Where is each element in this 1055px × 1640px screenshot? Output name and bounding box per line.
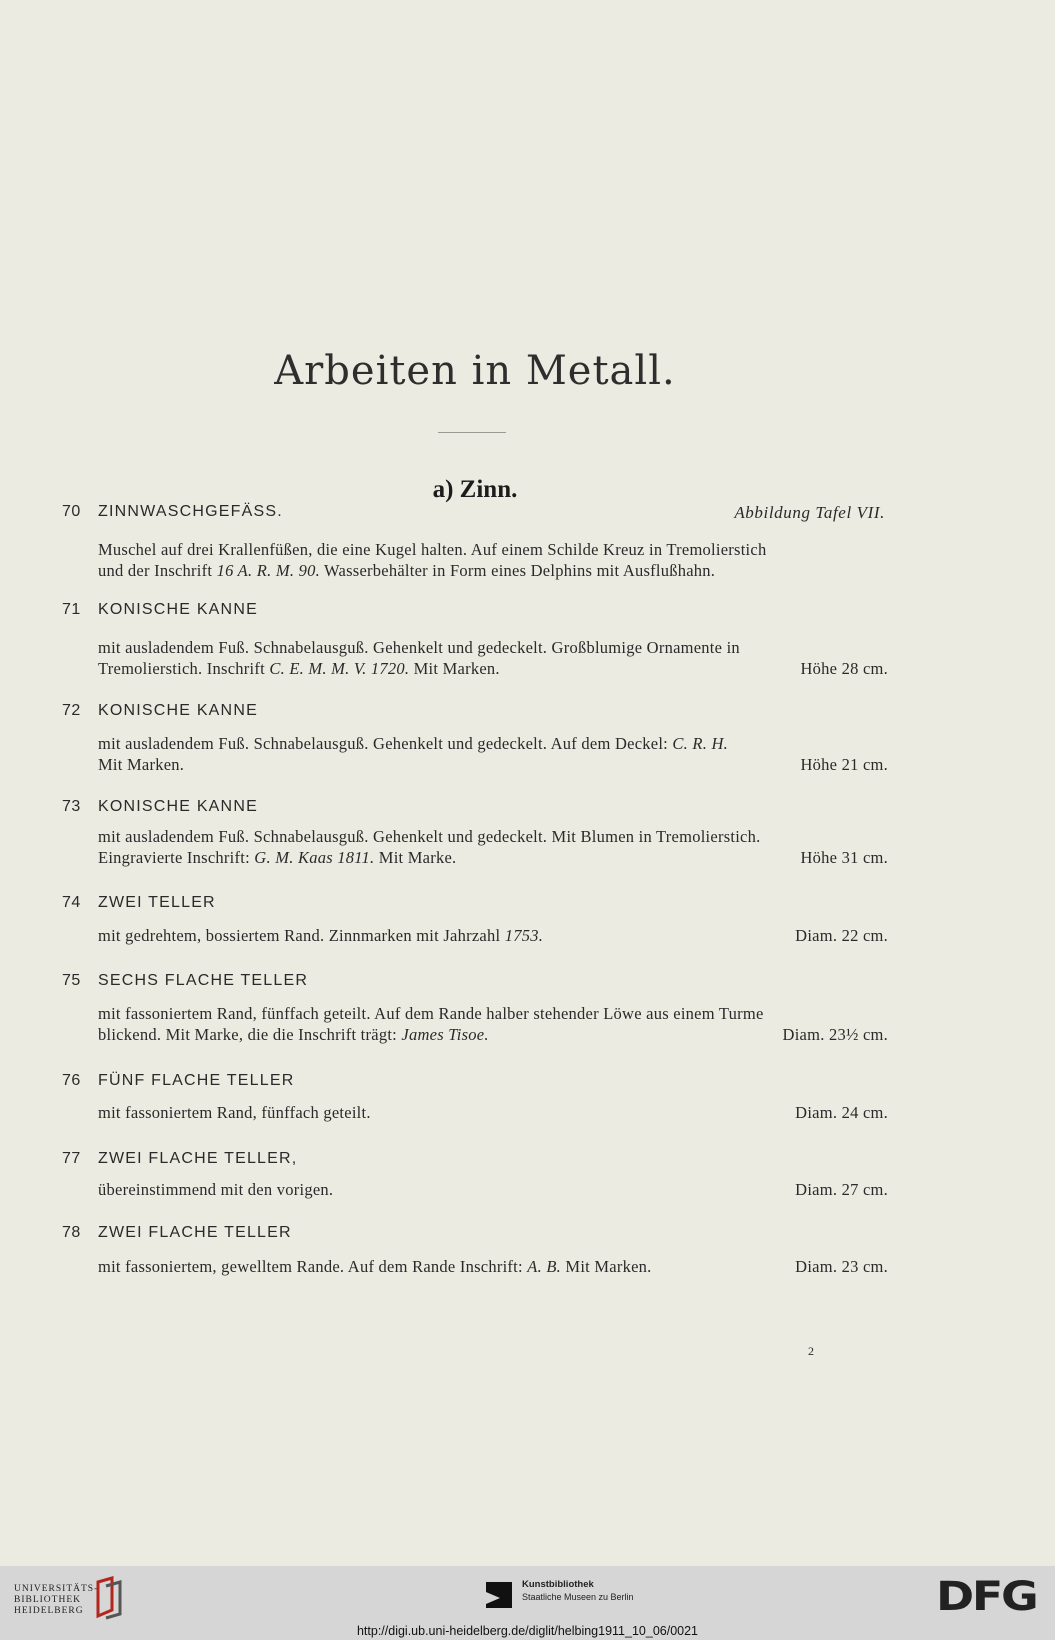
- entry-description: [98, 1003, 888, 1045]
- measurement: Diam. 23 cm.: [795, 1257, 888, 1276]
- entry-description: [98, 1179, 888, 1200]
- description-text: Wasserbehälter in Form eines Delphins mit Ausflußhahn.: [319, 561, 716, 580]
- entry-number: 76: [62, 1072, 81, 1089]
- description-text: mit gedrehtem, bossiertem Rand. Zinnmarken mit Jahrzahl: [98, 926, 505, 945]
- footer-bar: [0, 1566, 1055, 1640]
- page-title: Arbeiten in Metall.: [274, 348, 676, 394]
- measurement: Diam. 23½ cm.: [782, 1025, 888, 1044]
- entry-heading: KONISCHE KANNE: [98, 798, 258, 815]
- description-text: und der Inschrift: [98, 561, 217, 580]
- entry-heading: SECHS FLACHE TELLER: [98, 972, 309, 989]
- entry-heading: ZWEI FLACHE TELLER: [98, 1224, 292, 1241]
- description-text: mit ausladendem Fuß. Schnabelausguß. Gehenkelt und gedeckelt. Großblumige Ornamente in: [98, 638, 740, 657]
- description-line: [98, 826, 888, 847]
- description-text: Eingravierte Inschrift:: [98, 848, 255, 867]
- description-text: Mit Marken.: [561, 1257, 652, 1276]
- entry-description: [98, 733, 888, 775]
- source-url-link[interactable]: http://digi.ub.uni-heidelberg.de/diglit/helbing1911_10_06/0021: [356, 1624, 698, 1638]
- entry-number: 78: [62, 1224, 81, 1241]
- entry-description: [98, 826, 888, 868]
- kunstbibliothek-logo-icon: [482, 1578, 516, 1612]
- inscription-text: G. M. Kaas 1811.: [254, 848, 375, 867]
- section-heading: a) Zinn.: [432, 476, 518, 503]
- description-text: blickend. Mit Marke, die die Inschrift trägt:: [98, 1025, 402, 1044]
- entry-number: 75: [62, 972, 81, 989]
- description-line: [98, 1256, 888, 1277]
- entry-number: 74: [62, 894, 81, 911]
- description-text: Muschel auf drei Krallenfüßen, die eine Kugel halten. Auf einem Schilde Kreuz in Tremolierstich: [98, 540, 767, 559]
- entry-description: [98, 1102, 888, 1123]
- description-text: mit fassoniertem, gewelltem Rande. Auf dem Rande Inschrift:: [98, 1257, 528, 1276]
- entry-description: [98, 925, 888, 946]
- description-line: [98, 1102, 888, 1123]
- description-line: [98, 658, 888, 679]
- measurement: Diam. 24 cm.: [795, 1103, 888, 1122]
- entry-heading: ZINNWASCHGEFÄSS.: [98, 503, 283, 520]
- measurement: Diam. 27 cm.: [795, 1180, 888, 1199]
- description-line: [98, 560, 888, 581]
- inscription-text: 1753.: [504, 926, 544, 945]
- description-text: übereinstimmend mit den vorigen.: [98, 1180, 334, 1199]
- entry-description: [98, 1256, 888, 1277]
- entry-description: [98, 637, 888, 679]
- inscription-text: C. E. M. M. V. 1720.: [269, 659, 410, 678]
- description-line: [98, 1024, 888, 1045]
- description-text: Mit Marken.: [409, 659, 500, 678]
- kunstbibliothek-text: Kunstbibliothek Staatliche Museen zu Berlin: [522, 1579, 634, 1602]
- entry-heading: KONISCHE KANNE: [98, 702, 258, 719]
- dfg-logo: DFG: [936, 1574, 1037, 1620]
- description-text: mit ausladendem Fuß. Schnabelausguß. Gehenkelt und gedeckelt. Auf dem Deckel:: [98, 734, 673, 753]
- description-line: [98, 539, 888, 560]
- entry-number: 73: [62, 798, 81, 815]
- entry-number: 70: [62, 503, 81, 520]
- measurement: Höhe 31 cm.: [800, 848, 888, 867]
- entry-number: 71: [62, 601, 81, 618]
- entry-number: 72: [62, 702, 81, 719]
- page-number: 2: [808, 1344, 814, 1358]
- description-text: mit ausladendem Fuß. Schnabelausguß. Gehenkelt und gedeckelt. Mit Blumen in Tremolierstich.: [98, 827, 761, 846]
- plate-reference: Abbildung Tafel VII.: [734, 503, 885, 522]
- description-text: Mit Marke.: [374, 848, 457, 867]
- description-line: [98, 925, 888, 946]
- inscription-text: 16 A. R. M. 90.: [216, 561, 320, 580]
- university-library-text: UNIVERSITÄTS- BIBLIOTHEK HEIDELBERG: [14, 1584, 99, 1616]
- measurement: Höhe 21 cm.: [800, 755, 888, 774]
- inscription-text: C. R. H.: [672, 734, 729, 753]
- description-line: [98, 1179, 888, 1200]
- description-line: [98, 1003, 888, 1024]
- description-line: [98, 847, 888, 868]
- entry-description: [98, 539, 888, 581]
- entry-number: 77: [62, 1150, 81, 1167]
- description-text: mit fassoniertem Rand, fünffach geteilt.: [98, 1103, 371, 1122]
- description-line: [98, 733, 888, 754]
- entry-heading: ZWEI TELLER: [98, 894, 216, 911]
- university-logo-icon: [92, 1576, 126, 1620]
- entry-heading: ZWEI FLACHE TELLER,: [98, 1150, 298, 1167]
- inscription-text: A. B.: [527, 1257, 562, 1276]
- title-divider: [438, 432, 506, 433]
- measurement: Diam. 22 cm.: [795, 926, 888, 945]
- description-text: mit fassoniertem Rand, fünffach geteilt. Auf dem Rande halber stehender Löwe aus einem Turme: [98, 1004, 764, 1023]
- entry-heading: FÜNF FLACHE TELLER: [98, 1072, 295, 1089]
- description-text: Mit Marken.: [98, 755, 185, 774]
- measurement: Höhe 28 cm.: [800, 659, 888, 678]
- description-line: [98, 754, 888, 775]
- inscription-text: James Tisoe.: [401, 1025, 489, 1044]
- entry-heading: KONISCHE KANNE: [98, 601, 258, 618]
- description-line: [98, 637, 888, 658]
- description-text: Tremolierstich. Inschrift: [98, 659, 270, 678]
